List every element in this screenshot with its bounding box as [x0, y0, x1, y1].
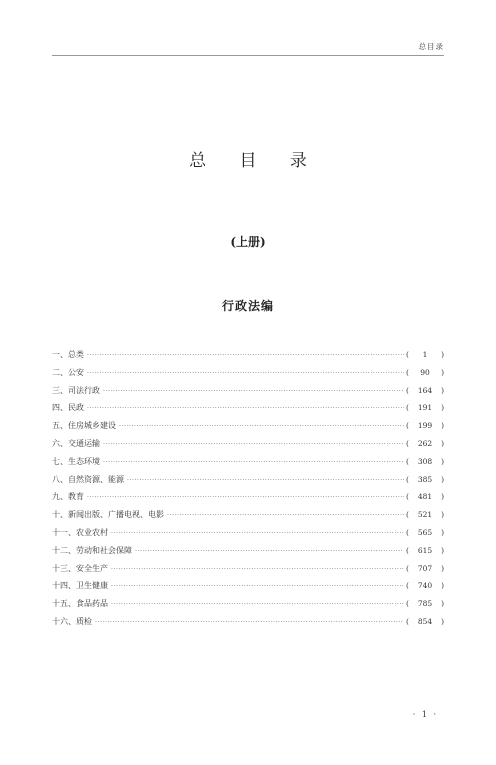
page-number-value: 191: [417, 403, 433, 413]
page-number-value: 199: [417, 421, 433, 431]
page-number-value: 385: [417, 474, 433, 484]
dot-leader: [127, 472, 404, 490]
paren-open: (: [406, 563, 409, 573]
toc-entry-label: 九、教育: [52, 492, 84, 502]
dot-leader: [95, 614, 404, 632]
dot-leader: [103, 383, 404, 401]
paren-open: (: [406, 385, 409, 395]
paren-close: ): [441, 599, 444, 609]
dot-leader: [111, 596, 404, 614]
toc-entry-label: 八、自然资源、能源: [52, 474, 124, 484]
toc-entry-page: [404, 346, 444, 364]
paren-open: (: [406, 527, 409, 537]
paren-open: (: [406, 599, 409, 609]
toc-entry[interactable]: [52, 346, 444, 364]
toc-entry-label: 十六、质检: [52, 616, 92, 626]
toc-entry-page: [404, 453, 444, 471]
page-number-value: 308: [417, 456, 433, 466]
page-number-value: 481: [417, 492, 433, 502]
toc-entry-label: 二、公安: [52, 367, 84, 377]
paren-open: (: [406, 492, 409, 502]
paren-open: (: [406, 350, 409, 359]
page-number-value: 565: [417, 527, 433, 537]
dot-leader: [119, 418, 404, 436]
page-number-value: 164: [417, 385, 433, 395]
toc-entry-page: [404, 613, 444, 631]
paren-close: ): [441, 545, 444, 555]
toc-entry-page: [404, 417, 444, 435]
toc-entry-page: [404, 364, 444, 382]
paren-open: (: [406, 456, 409, 466]
paren-close: ): [441, 616, 444, 626]
volume-label: (上册): [230, 235, 266, 249]
toc-entry[interactable]: [52, 488, 444, 506]
paren-close: ): [441, 581, 444, 591]
toc-entry-label: 六、交通运输: [52, 438, 100, 448]
dot-leader: [135, 543, 404, 561]
paren-open: (: [406, 367, 409, 377]
paren-open: (: [406, 438, 409, 448]
toc-entry[interactable]: [52, 577, 444, 595]
paren-open: (: [406, 581, 409, 591]
toc-entry-page: [404, 595, 444, 613]
toc-entry[interactable]: [52, 435, 444, 453]
toc-entry-label: 三、司法行政: [52, 385, 100, 395]
toc-entry[interactable]: [52, 613, 444, 631]
paren-close: ): [441, 385, 444, 395]
toc-entry-page: [404, 488, 444, 506]
page-number: · 1 ·: [412, 710, 438, 719]
paren-open: (: [406, 545, 409, 555]
toc-entry[interactable]: [52, 506, 444, 524]
dot-leader: [87, 489, 404, 507]
page-number-value: 785: [417, 599, 433, 609]
toc-entry[interactable]: [52, 453, 444, 471]
toc-entry[interactable]: [52, 595, 444, 613]
toc-entry-page: [404, 506, 444, 524]
toc-entry-label: 一、总类: [52, 350, 84, 359]
toc-entry-page: [404, 435, 444, 453]
toc-entry-page: [404, 542, 444, 560]
page-number-value: 90: [420, 367, 430, 377]
toc-entry-label: 十、新闻出版、广播电视、电影: [52, 510, 164, 520]
dot-leader: [87, 365, 404, 383]
dot-leader: [167, 507, 404, 525]
toc-entry-page: [404, 524, 444, 542]
paren-close: ): [441, 456, 444, 466]
toc-entry[interactable]: [52, 471, 444, 489]
paren-open: (: [406, 616, 409, 626]
page-title: 总 目 录: [189, 151, 321, 171]
toc-entry[interactable]: [52, 542, 444, 560]
table-of-contents: [52, 346, 444, 631]
dot-leader: [87, 347, 404, 365]
toc-entry[interactable]: [52, 364, 444, 382]
toc-entry[interactable]: [52, 417, 444, 435]
dot-leader: [111, 578, 404, 596]
toc-entry-label: 五、住房城乡建设: [52, 421, 116, 431]
toc-entry-page: [404, 471, 444, 489]
page-number-value: 854: [417, 616, 433, 626]
paren-close: ): [441, 492, 444, 502]
dot-leader: [103, 454, 404, 472]
toc-entry-page: [404, 577, 444, 595]
paren-open: (: [406, 403, 409, 413]
dot-leader: [87, 400, 404, 418]
paren-open: (: [406, 474, 409, 484]
toc-entry-page: [404, 560, 444, 578]
toc-entry[interactable]: [52, 399, 444, 417]
toc-entry-label: 十二、劳动和社会保障: [52, 545, 132, 555]
paren-close: ): [441, 421, 444, 431]
toc-entry-label: 十三、安全生产: [52, 563, 108, 573]
paren-close: ): [441, 474, 444, 484]
toc-entry-label: 十四、卫生健康: [52, 581, 108, 591]
running-head: 总目录: [418, 42, 444, 51]
paren-close: ): [441, 367, 444, 377]
page-number-value: 740: [417, 581, 433, 591]
paren-open: (: [406, 510, 409, 520]
toc-entry-page: [404, 399, 444, 417]
paren-close: ): [441, 563, 444, 573]
toc-entry-label: 十五、食品药品: [52, 599, 108, 609]
toc-entry-label: 十一、农业农村: [52, 527, 108, 537]
toc-entry[interactable]: [52, 382, 444, 400]
toc-entry-page: [404, 382, 444, 400]
toc-entry[interactable]: [52, 560, 444, 578]
dot-leader: [111, 561, 404, 579]
page-number-value: 707: [417, 563, 433, 573]
dot-leader: [103, 436, 404, 454]
toc-entry-label: 七、生态环境: [52, 456, 100, 466]
paren-close: ): [441, 510, 444, 520]
page-number-value: 521: [417, 510, 433, 520]
page-number-value: 262: [417, 438, 433, 448]
toc-entry[interactable]: [52, 524, 444, 542]
dot-leader: [111, 525, 404, 543]
paren-open: (: [406, 421, 409, 431]
page-number-value: 1: [422, 350, 428, 359]
section-heading: 行政法编: [221, 299, 274, 313]
paren-close: ): [441, 438, 444, 448]
paren-close: ): [441, 350, 444, 359]
toc-entry-label: 四、民政: [52, 403, 84, 413]
page-number-value: 615: [417, 545, 433, 555]
paren-close: ): [441, 527, 444, 537]
paren-close: ): [441, 403, 444, 413]
header-rule: [52, 55, 444, 56]
